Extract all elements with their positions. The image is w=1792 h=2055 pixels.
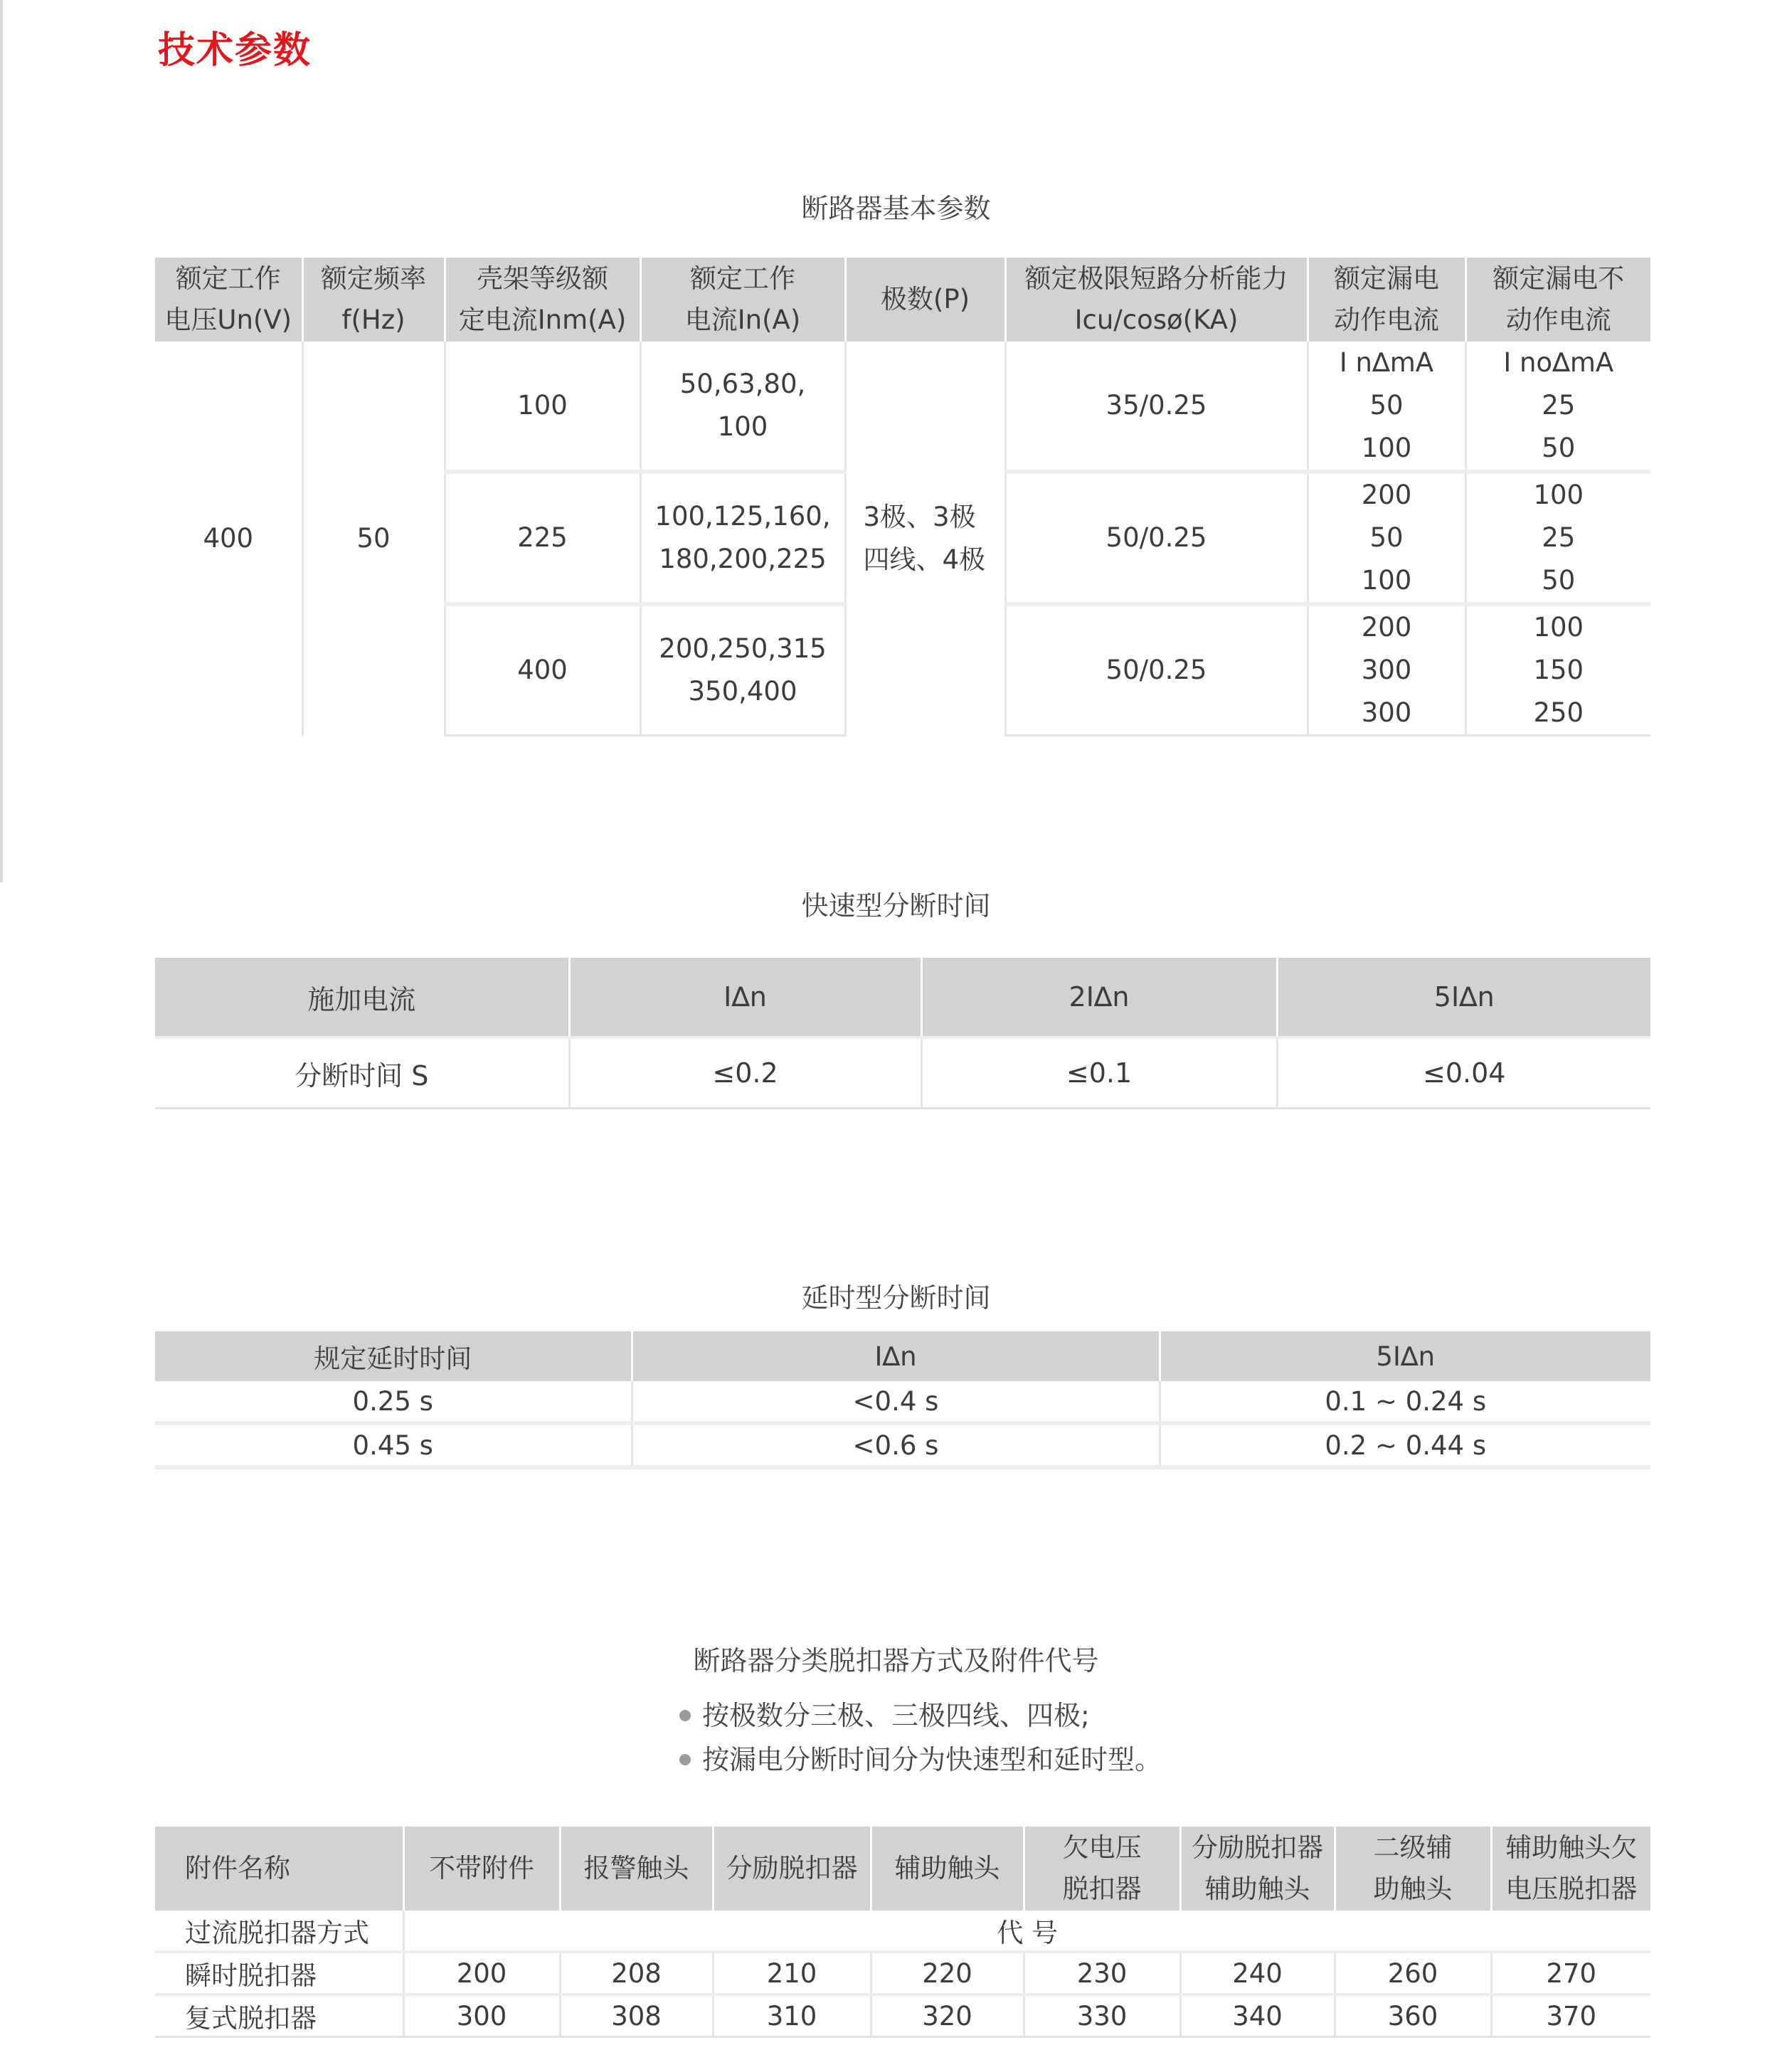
table1-caption: 断路器基本参数 — [801, 193, 991, 224]
list-item: 按漏电分断时间分为快速型和延时型。 — [679, 1738, 1162, 1782]
table-cell: ≤0.1 — [921, 1037, 1277, 1109]
header-aux-undervoltage: 辅助触头欠 电压脱扣器 — [1491, 1827, 1650, 1911]
table-cell: 260 — [1335, 1952, 1491, 1995]
table-row — [155, 1995, 1650, 2037]
header-auxiliary-contact: 辅助触头 — [871, 1827, 1024, 1911]
table-row — [155, 342, 1650, 472]
basic-parameters-table — [155, 258, 1650, 736]
table2-caption: 快速型分断时间 — [801, 890, 991, 921]
rated-current-cell: 200,250,315 350,400 — [640, 604, 845, 736]
page-title: 技术参数 — [158, 29, 312, 72]
table-row — [155, 1037, 1650, 1109]
leak-act-cell: 200 300 300 — [1308, 604, 1465, 736]
table-cell: 270 — [1491, 1952, 1650, 1995]
table-cell: <0.6 s — [632, 1423, 1160, 1467]
header-rated-frequency: 额定频率 f(Hz) — [302, 258, 445, 342]
table-row — [155, 1423, 1650, 1467]
table-cell: 0.2 ~ 0.44 s — [1160, 1423, 1650, 1467]
table-cell: 300 — [403, 1995, 560, 2037]
table-row — [155, 1911, 1650, 1952]
poles-cell: 3极、3极 四线、4极 — [845, 342, 1005, 736]
frequency-cell: 50 — [302, 342, 445, 736]
header-shunt-aux: 分励脱扣器 辅助触头 — [1180, 1827, 1335, 1911]
table-cell: 320 — [871, 1995, 1024, 2037]
header-poles: 极数(P) — [845, 258, 1005, 342]
icu-cell: 35/0.25 — [1005, 342, 1308, 472]
code-label: 代 号 — [403, 1911, 1650, 1952]
classification-list — [679, 1694, 1162, 1782]
header-5i-delta-n: 5I∆n — [1277, 958, 1650, 1037]
header-undervoltage-release: 欠电压 脱扣器 — [1024, 1827, 1180, 1911]
header-applied-current: 施加电流 — [155, 958, 569, 1037]
header-delay-time: 规定延时时间 — [155, 1331, 632, 1381]
row-label: 分断时间 S — [155, 1037, 569, 1109]
row-label: 瞬时脱扣器 — [155, 1952, 403, 1995]
header-i-delta-n: I∆n — [569, 958, 921, 1037]
table1-header-row — [155, 258, 1650, 342]
leak-nonact-cell: 100 25 50 — [1465, 472, 1650, 604]
delay-trip-time-table — [155, 1331, 1650, 1469]
icu-cell: 50/0.25 — [1005, 472, 1308, 604]
header-rated-current: 额定工作 电流In(A) — [640, 258, 845, 342]
header-leak-nonoperating: 额定漏电不 动作电流 — [1465, 258, 1650, 342]
table-cell: 310 — [713, 1995, 871, 2037]
header-2i-delta-n: 2I∆n — [921, 958, 1277, 1037]
frame-cell: 400 — [445, 604, 640, 736]
table-cell: 220 — [871, 1952, 1024, 1995]
header-accessory-name: 附件名称 — [155, 1827, 403, 1911]
voltage-cell: 400 — [203, 522, 254, 554]
table-cell: 0.1 ~ 0.24 s — [1160, 1381, 1650, 1423]
bullet-dot-icon — [679, 1754, 691, 1765]
table-cell: 0.25 s — [155, 1381, 632, 1423]
table-cell: 330 — [1024, 1995, 1180, 2037]
table2-header-row — [155, 958, 1650, 1037]
table-cell: 208 — [560, 1952, 713, 1995]
header-i-delta-n: I∆n — [632, 1331, 1160, 1381]
frame-cell: 100 — [445, 342, 640, 472]
section4-caption: 断路器分类脱扣器方式及附件代号 — [693, 1645, 1099, 1676]
table-cell: 230 — [1024, 1952, 1180, 1995]
frame-cell: 225 — [445, 472, 640, 604]
header-no-accessory: 不带附件 — [403, 1827, 560, 1911]
leak-nonact-cell: I no∆mA 25 50 — [1465, 342, 1650, 472]
table-cell: 0.45 s — [155, 1423, 632, 1467]
table3-caption: 延时型分断时间 — [801, 1282, 991, 1314]
accessory-code-table — [155, 1827, 1650, 2038]
table-row — [155, 1952, 1650, 1995]
header-two-aux: 二级辅 助触头 — [1335, 1827, 1491, 1911]
leak-nonact-cell: 100 150 250 — [1465, 604, 1650, 736]
rated-current-cell: 100,125,160, 180,200,225 — [640, 472, 845, 604]
mode-label: 过流脱扣器方式 — [155, 1911, 403, 1952]
row-label: 复式脱扣器 — [155, 1995, 403, 2037]
list-item: 按极数分三极、三极四线、四极; — [679, 1694, 1162, 1738]
fast-trip-time-table — [155, 958, 1650, 1109]
table-cell: 360 — [1335, 1995, 1491, 2037]
table-cell: <0.4 s — [632, 1381, 1160, 1423]
bullet-dot-icon — [679, 1710, 691, 1721]
leak-act-cell: I n∆mA 50 100 — [1308, 342, 1465, 472]
header-leak-operating: 额定漏电 动作电流 — [1308, 258, 1465, 342]
header-frame-current: 壳架等级额 定电流Inm(A) — [445, 258, 640, 342]
table-cell: 308 — [560, 1995, 713, 2037]
table-cell: 370 — [1491, 1995, 1650, 2037]
table-cell: 200 — [403, 1952, 560, 1995]
table-cell: ≤0.04 — [1277, 1037, 1650, 1109]
icu-cell: 50/0.25 — [1005, 604, 1308, 736]
header-5i-delta-n: 5I∆n — [1160, 1331, 1650, 1381]
header-alarm-contact: 报警触头 — [560, 1827, 713, 1911]
table-cell: 240 — [1180, 1952, 1335, 1995]
table3-header-row — [155, 1331, 1650, 1381]
table-cell: 340 — [1180, 1995, 1335, 2037]
header-shunt-release: 分励脱扣器 — [713, 1827, 871, 1911]
rated-current-cell: 50,63,80, 100 — [640, 342, 845, 472]
left-edge-rule — [0, 0, 3, 882]
table-row — [155, 1381, 1650, 1423]
header-breaking-capacity: 额定极限短路分析能力 Icu/cosø(KA) — [1005, 258, 1308, 342]
table4-header-row — [155, 1827, 1650, 1911]
table-cell: 210 — [713, 1952, 871, 1995]
header-rated-voltage: 额定工作 电压Un(V) — [155, 258, 302, 342]
table-cell: ≤0.2 — [569, 1037, 921, 1109]
leak-act-cell: 200 50 100 — [1308, 472, 1465, 604]
